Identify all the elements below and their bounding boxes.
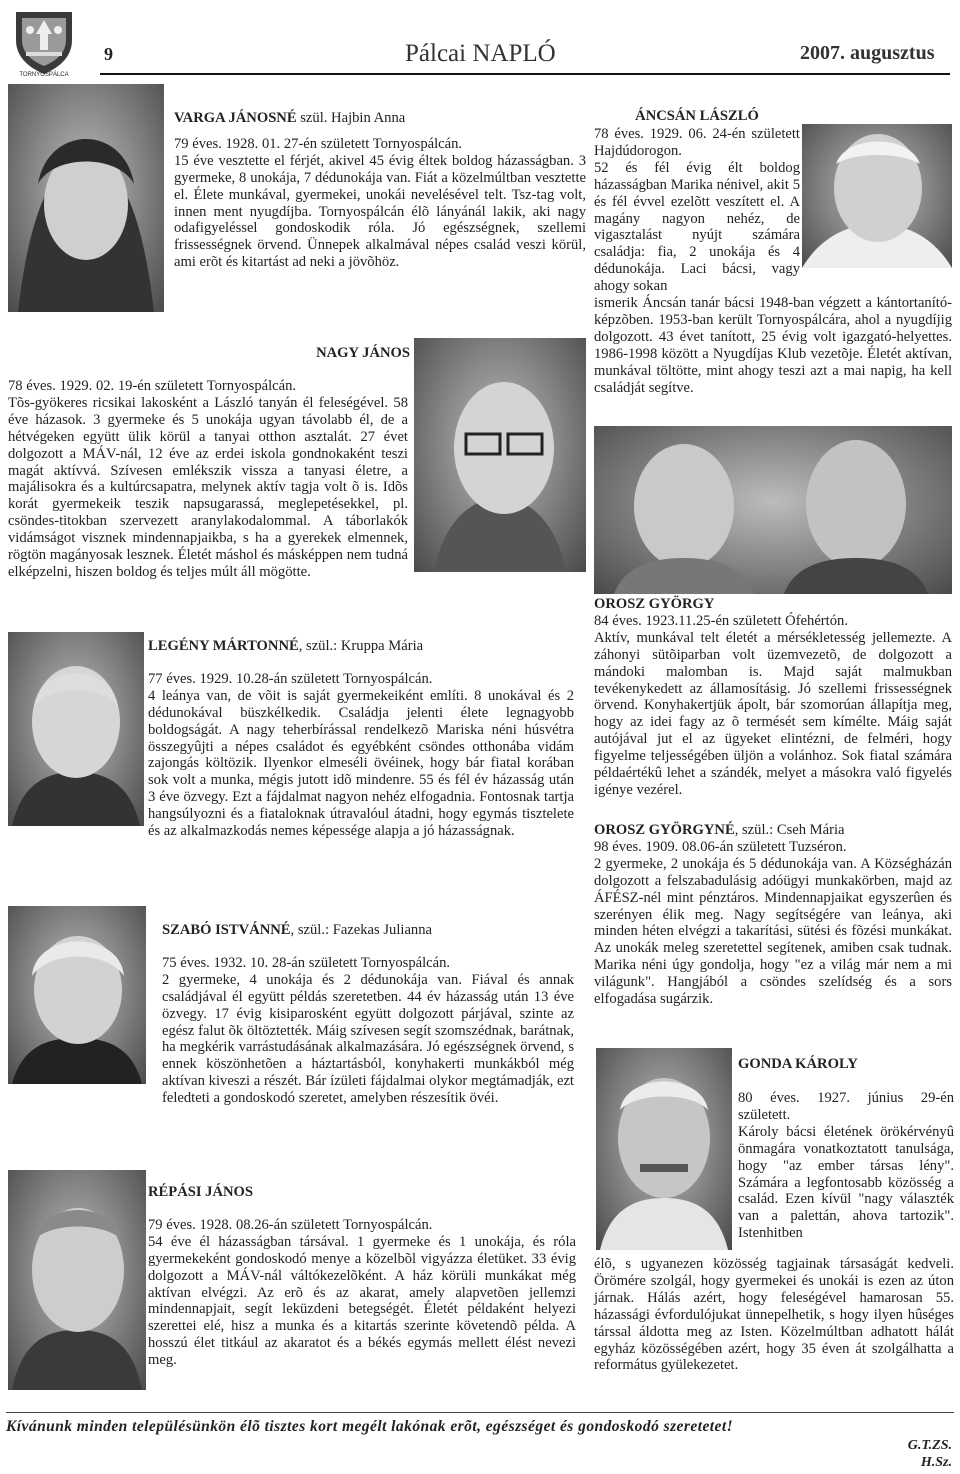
- page-number: 9: [104, 44, 113, 64]
- article-oroszne: [594, 822, 952, 1008]
- portrait-photo-gonda: [596, 1048, 732, 1250]
- article-repasi: [148, 1184, 576, 1369]
- bio-orosz: 84 éves. 1923.11.25-én született Ófehértón. Aktív, munkával telt életét a mérsékletesség jellemezte. A záhonyi sütõiparban volt üzemvezetõ, de dolgozott a mándoki malomban is. Majd saját malmukban tevékenykedett az államosításig. Jó szellemi frissességnek örvend. Konyhakertjük ápolt, bár szomorúan állapítja meg, hogy az idei fagy az õ termését sem kímélte. Máig saját autójával jut el az ügyeket elintézni, de felméri, hogy figyelme teljességében üljön a volánhoz. Sok fiatal számára példaértékû lehet a szándék, melyet a másokra való figyelés igénye vezérel.: [594, 612, 952, 798]
- bio-oroszne: 98 éves. 1909. 08.06-án született Tuzséron. 2 gyermeke, 2 unokája és 5 dédunokája van. A Községházán dolgozott a felszabadulásig adóügyi munkakörben, majd az ÁFÉSZ-nél mint pénztáros. Mindennapjaikat egyszerûen és szerényen élik meg. Nagy segítségére van leánya, aki minden héten elvégzi a takarítási, sütési és fõzési munkákat. Az unokák meleg szeretettel segítenek, amiben csak tudnak. Marika néni úgy gondolja, hogy "ez a világ már nem a mi világunk". Hangjából a csöndes szelídség és a sors elfogadása sugárzik.: [594, 838, 952, 1008]
- portrait-photo-orosz-couple: [594, 426, 952, 594]
- footer-rule: [6, 1412, 954, 1413]
- bio-legeny: 77 éves. 1929. 10.28-án született Tornyospálcán. 4 leánya van, de võit is saját gyermekeiként említi. 8 unokával és 2 dédunokával büszkélkedik. Családja jelenti élete legnagyobb boldogságát. A nagy teherbírással rendelkezõ Mariska néni húsvétra összegyûjti a népes családot és egyébként csöndes otthonába vidám zajongás költözik. Ilyenkor elmeséli övéinek, hogy bár fiatal korában sok volt a munka, mégis jutott idõ mindenre. 55 és fél év házasság után 3 éve özvegy. Ezt a fájdalmat nagyon nehéz elfogadnia. Fontosnak tartja hangsúlyozni és a fiataloknak útravalóul átadni, hogy egymás tisztelete és az alkalmazkodás nemes képessége alapja a jó házasságnak.: [148, 670, 574, 840]
- maiden-name-legeny: , szül.: Kruppa Mária: [298, 638, 424, 654]
- bio-varga: 79 éves. 1928. 01. 27-én született Tornyospálcán. 15 éve vesztette el férjét, akivel 45 évig éltek boldog házasságban. 3 gyermeke, 8 unokája, 7 dédunokája van. Fiát a közelmúltban vesztette el. Élete munkával, gyermekei, unokái nevelésével telt. Tsz-tag volt, innen ment nyugdíjba. Tornyospálcán élõ lányánál lakik, aki nagy odafigyeléssel gondoskodik róla. Jó egészségnek, szellemi frissességnek örvend. Ünnepek alkalmával népes család veszi körül, ami erõt és kitartást ad neki a jövõhöz.: [174, 135, 586, 271]
- person-name-gonda: GONDA KÁROLY: [738, 1056, 858, 1072]
- signature-initials-1: G.T.ZS.: [907, 1438, 952, 1453]
- bio-szabo: 75 éves. 1932. 10. 28-án született Tornyospálcán. 2 gyermeke, 4 unokája és 2 dédunokája van. Fiával és annak családjával él együtt példás szeretetben. 44 év házasság után 13 éve özvegy. 17 évig kisiparosként együtt dolgozott párjával, szinte az egész falut õk öltöztették. Máig szívesen segít szomszédnak, barátnak, ha megkérik varrástudásának alkalmazására. Jó egészségnek örvend, s ennek köszönhetõen a háztartásból, konyhakerti munkákból még aktívan kiveszi a részét. Bár ízületi fájdalmai olykor megtámadják, ezt feledteti a gondoskodó szeretet, amelyben részesítik övéi.: [162, 954, 574, 1107]
- issue-date: 2007. augusztus: [800, 42, 935, 64]
- person-name-oroszne: OROSZ GYÖRGYNÉ: [594, 822, 735, 838]
- publication-title: Pálcai NAPLÓ: [405, 40, 556, 67]
- article-szabo: [162, 922, 574, 1107]
- signature-initials-2: H.Sz.: [920, 1455, 952, 1470]
- bio-gonda-narrow: 80 éves. 1927. június 29-én született. Károly bácsi életének örökérvényû önmagára vonatkoztatott tanulsága, hogy "az ember társas lény". Számára a legfontosabb közösség a család. Ezen kívül "nagy választék van a palettán, ahova tartozik". Istenhitben: [738, 1090, 954, 1242]
- person-name-legeny: LEGÉNY MÁRTONNÉ: [148, 638, 299, 654]
- maiden-name-oroszne: , szül.: Cseh Mária: [734, 822, 845, 838]
- person-name-orosz: OROSZ GYÖRGY: [594, 596, 715, 612]
- bio-nagy: 78 éves. 1929. 02. 19-én született Tornyospálcán. Tõs-gyökeres ricsikai lakosként a László tanyán él feleségével. 58 éve házasok. 3 gyermeke és 5 unokája ugyan távolabb él, de a hétvégeken együtt ülik körül a tanyai otthon asztalát. 27 évet dolgozott a MÁV-nál, 12 éve az erdei iskola gondnokaként teszi magát aktívvá. Szívesen emlékszik vissza a tanyasi életre, a majálisokra és a kultúrcsapatra, melynek aktív tagja volt õ is. Idõs korát gyermekeik teszik napsugarassá, meglepetésekkel, pl. csöndes-titokban szervezett aranylakodalommal. A táborlakók vidámságot visznek mindennapjaikba, s ha a gyerekek elmennek, rögtön magányosak lesznek. Életét máshol és másképpen nem tudná elképzelni, hiszen boldog és teljes múlt áll mögötte.: [8, 378, 408, 580]
- page-header: [0, 0, 960, 80]
- coat-of-arms-logo: [6, 4, 82, 78]
- logo-text: TORNYOSPÁLCA: [19, 72, 69, 78]
- person-name-ancsan: ÁNCSÁN LÁSZLÓ: [635, 108, 759, 124]
- article-varga: [174, 110, 586, 271]
- person-name-szabo: SZABÓ ISTVÁNNÉ: [162, 922, 291, 938]
- bio-ancsan-wide: ismerik Áncsán tanár bácsi 1948-ban végzett a kántortanító-képzõben. 1953-ban került Tornyospálcára, ahol a nyugdíjig dolgozott. 43 évet tanított, 25 évig volt igazgató-helyettes. 1986-1998 között a Nyugdíjas Klub vezetõje. Életét aktívan, munkával töltötte, mint ahogy teszi azt a mai napig, ha kell családját segítve.: [594, 295, 952, 396]
- bio-repasi: 79 éves. 1928. 08.26-án született Tornyospálcán. 54 éve él házasságban társával. 1 gyermeke és 1 unokája, és róla gyermekeként gondoskodó menye a közelbõl vigyázza életüket. 33 évig dolgozott a MÁV-nál váltókezelõként. A ház körüli munkákat még aktívan elvégzi. Az erõ és az akarat, amely alapvetõen jellemzi mindennapjait, segít leküzdeni betegségét. Életét példaként helyezi szerettei elé, hisz a munka és a kitartás szerinte követendõ példa. A hosszú élet titkául az akaratot és a békés egymás mellett élést nevezi meg.: [148, 1216, 576, 1369]
- person-name-varga: VARGA JÁNOSNÉ: [174, 110, 297, 126]
- article-orosz: [594, 596, 952, 799]
- person-name-repasi: RÉPÁSI JÁNOS: [148, 1184, 254, 1200]
- maiden-name-varga: szül. Hajbin Anna: [296, 110, 406, 126]
- portrait-photo-repasi: [8, 1170, 146, 1390]
- article-legeny: [8, 638, 574, 840]
- bio-ancsan-narrow: 78 éves. 1929. 06. 24-én született Hajdúdorogon. 52 és fél évig élt boldog házasságban Marika nénivel, akit 5 és fél évvel ezelõtt veszített el. A magány nagyon nehéz, de vigasztalást nyújt számára családja: fia, 2 unokája és 4 dédunokája. Laci bácsi, vagy ahogy sokan: [594, 126, 800, 295]
- portrait-photo-szabo: [8, 906, 146, 1084]
- closing-wish: Kívánunk minden településünkön élõ tisztes kort megélt lakónak erõt, egészséget és gondoskodó szeretetet!: [6, 1418, 734, 1435]
- person-name-nagy: NAGY JÁNOS: [316, 345, 410, 361]
- header-rule: [100, 73, 950, 75]
- maiden-name-szabo: , szül.: Fazekas Julianna: [290, 922, 432, 938]
- portrait-photo-varga: [8, 84, 164, 312]
- portrait-photo-ancsan: [802, 124, 952, 268]
- article-nagy: [8, 378, 578, 581]
- bio-gonda-wide: élõ, s ugyanezen közösség tagjainak társaságát kedveli. Örömére szolgál, hogy gyermekei és unokái is ezen az úton járnak. Hálás azért, hogy feleségével hamarosan 55. házassági évfordulójukat ünnepelhetik, s hogy ilyen hûséges társsal áldotta meg az Isten. Közelmúltban adhatott hálát egyház közösségében azért, hogy 35 éven át szolgálhatta a református gyülekezetet.: [594, 1256, 954, 1374]
